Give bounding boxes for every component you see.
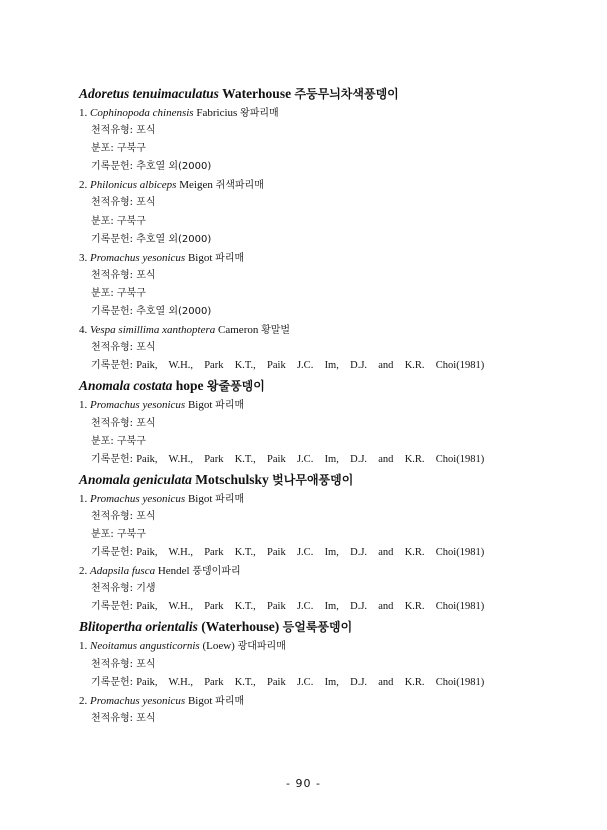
enemy-entry — [79, 105, 539, 123]
detail-value: 포식 — [136, 197, 156, 209]
species-korean-name: 벚나무애풍뎅이 — [272, 472, 354, 487]
detail-value: 포식 — [136, 342, 156, 354]
enemy-detail-line — [79, 711, 539, 729]
detail-key: 기록문헌 — [91, 601, 130, 613]
enemy-entry — [79, 638, 539, 656]
detail-value: 포식 — [136, 712, 156, 724]
enemy-detail-line — [79, 527, 539, 545]
detail-separator: : — [129, 417, 137, 429]
detail-separator: : — [129, 658, 137, 670]
detail-separator: : — [129, 360, 137, 372]
detail-value: 포식 — [136, 125, 156, 137]
detail-key: 기록문헌 — [91, 360, 130, 372]
species-scientific-name: Anomala costata — [79, 378, 173, 394]
detail-key: 기록문헌 — [91, 547, 130, 559]
detail-value: 포식 — [136, 658, 156, 670]
species-author: Waterhouse — [222, 86, 292, 101]
species-author: (Waterhouse) — [201, 619, 280, 635]
enemy-detail-line — [79, 232, 539, 250]
detail-key: 천적유형 — [91, 583, 130, 595]
detail-separator: : — [129, 547, 137, 559]
enemy-author: Bigot — [187, 399, 213, 412]
enemy-entry — [79, 397, 539, 415]
enemy-author: Fabricius — [196, 107, 238, 119]
detail-value: 구북구 — [116, 215, 146, 227]
enemy-number: 1. — [79, 107, 88, 119]
enemy-number: 2. — [79, 179, 88, 192]
detail-value: 구북구 — [116, 435, 146, 447]
enemy-detail-line — [79, 123, 539, 141]
detail-separator: : — [110, 528, 117, 540]
detail-key: 분포 — [91, 528, 111, 540]
page-number: - 90 - — [286, 777, 321, 790]
detail-key: 기록문헌 — [91, 676, 130, 688]
enemy-entry — [79, 250, 539, 268]
detail-separator: : — [129, 306, 137, 318]
detail-key: 분포 — [91, 215, 111, 227]
detail-key: 기록문헌 — [91, 161, 130, 173]
enemy-korean-name: 파리매 — [215, 695, 245, 707]
enemy-number: 3. — [79, 251, 88, 264]
detail-value: 포식 — [136, 510, 156, 522]
enemy-number: 1. — [79, 399, 88, 412]
species-heading — [79, 377, 539, 397]
enemy-scientific-name: Cophinopoda chinensis — [90, 107, 194, 119]
enemy-number: 1. — [79, 492, 88, 505]
enemy-number: 2. — [79, 565, 88, 578]
detail-separator: : — [110, 215, 117, 227]
enemy-author: (Loew) — [202, 640, 235, 653]
enemy-entry — [79, 563, 539, 581]
enemy-entry — [79, 322, 539, 340]
detail-key: 분포 — [91, 143, 111, 155]
enemy-korean-name: 왕파리매 — [240, 108, 279, 119]
detail-separator: : — [129, 583, 137, 595]
enemy-scientific-name: Promachus yesonicus — [90, 694, 186, 707]
document-body — [79, 84, 539, 729]
enemy-detail-line — [79, 304, 539, 322]
enemy-scientific-name: Adapsila fusca — [90, 565, 156, 578]
detail-key: 기록문헌 — [91, 233, 130, 245]
detail-value: 추호열 외(2000) — [136, 306, 212, 318]
detail-value: Paik, W.H., Park K.T., Paik J.C. Im, D.J. and K.R. Choi(1981) — [136, 453, 485, 465]
species-heading — [79, 85, 539, 105]
detail-key: 기록문헌 — [91, 453, 130, 465]
enemy-number: 4. — [79, 324, 88, 337]
enemy-scientific-name: Promachus yesonicus — [90, 492, 186, 505]
enemy-detail-line — [79, 214, 539, 232]
detail-separator: : — [129, 125, 137, 137]
enemy-korean-name: 파리매 — [215, 493, 245, 505]
enemy-korean-name: 광대파리매 — [237, 641, 286, 653]
species-korean-name: 주둥무늬차색풍뎅이 — [294, 87, 399, 101]
detail-value: 추호열 외(2000) — [136, 233, 212, 245]
enemy-author: Hendel — [157, 565, 190, 578]
detail-separator: : — [129, 453, 137, 465]
detail-value: 구북구 — [116, 528, 146, 540]
enemy-scientific-name: Promachus yesonicus — [90, 399, 186, 412]
enemy-korean-name: 파리매 — [215, 252, 245, 264]
species-scientific-name: Blitopertha orientalis — [79, 619, 198, 635]
detail-value: 기생 — [136, 583, 156, 595]
enemy-author: Cameron — [218, 324, 259, 337]
species-author: hope — [175, 378, 204, 394]
enemy-detail-line — [79, 599, 539, 617]
enemy-detail-line — [79, 416, 539, 434]
detail-separator: : — [129, 712, 137, 724]
enemy-detail-line — [79, 434, 539, 452]
species-heading — [79, 471, 539, 491]
enemy-detail-line — [79, 159, 539, 177]
enemy-author: Bigot — [187, 694, 213, 707]
enemy-entry — [79, 693, 539, 711]
detail-key: 천적유형 — [91, 712, 130, 724]
detail-value: 구북구 — [116, 287, 146, 299]
species-heading — [79, 618, 539, 638]
detail-key: 천적유형 — [91, 417, 130, 429]
enemy-detail-line — [79, 657, 539, 675]
species-scientific-name: Anomala geniculata — [79, 471, 192, 487]
detail-key: 천적유형 — [91, 510, 130, 522]
enemy-detail-line — [79, 195, 539, 213]
enemy-entry — [79, 491, 539, 509]
detail-separator: : — [129, 161, 137, 173]
species-korean-name: 왕줄풍뎅이 — [206, 379, 265, 394]
enemy-author: Bigot — [187, 251, 213, 264]
detail-key: 천적유형 — [91, 269, 130, 281]
detail-key: 천적유형 — [91, 658, 130, 670]
enemy-detail-line — [79, 581, 539, 599]
detail-separator: : — [129, 510, 137, 522]
detail-separator: : — [110, 287, 117, 299]
detail-separator: : — [110, 435, 117, 447]
detail-key: 천적유형 — [91, 197, 130, 209]
detail-value: 추호열 외(2000) — [136, 161, 212, 173]
species-scientific-name: Adoretus tenuimaculatus — [79, 86, 219, 101]
detail-key: 분포 — [91, 287, 111, 299]
detail-separator: : — [129, 601, 137, 613]
species-korean-name: 등얼룩풍뎅이 — [282, 620, 353, 635]
detail-key: 분포 — [91, 435, 111, 447]
detail-value: Paik, W.H., Park K.T., Paik J.C. Im, D.J. and K.R. Choi(1981) — [136, 601, 485, 613]
detail-value: 구북구 — [116, 143, 146, 155]
detail-value: Paik, W.H., Park K.T., Paik J.C. Im, D.J. and K.R. Choi(1981) — [136, 360, 485, 372]
enemy-korean-name: 풍뎅이파리 — [192, 566, 241, 578]
enemy-detail-line — [79, 340, 539, 358]
enemy-detail-line — [79, 286, 539, 304]
detail-value: Paik, W.H., Park K.T., Paik J.C. Im, D.J. and K.R. Choi(1981) — [136, 547, 485, 559]
enemy-detail-line — [79, 358, 539, 376]
detail-separator: : — [129, 197, 137, 209]
enemy-scientific-name: Vespa simillima xanthoptera — [90, 324, 216, 337]
detail-key: 기록문헌 — [91, 306, 130, 318]
detail-separator: : — [129, 233, 137, 245]
species-author: Motschulsky — [195, 471, 269, 487]
enemy-korean-name: 황말벌 — [261, 325, 291, 337]
enemy-author: Bigot — [187, 492, 213, 505]
detail-separator: : — [129, 676, 137, 688]
enemy-detail-line — [79, 675, 539, 693]
enemy-number: 2. — [79, 694, 88, 707]
enemy-detail-line — [79, 268, 539, 286]
enemy-detail-line — [79, 452, 539, 470]
enemy-author: Meigen — [179, 179, 213, 192]
enemy-detail-line — [79, 545, 539, 563]
enemy-korean-name: 파리매 — [215, 400, 245, 412]
enemy-korean-name: 쥐색파리매 — [215, 180, 264, 192]
enemy-detail-line — [79, 509, 539, 527]
detail-value: 포식 — [136, 417, 156, 429]
detail-separator: : — [110, 143, 117, 155]
detail-separator: : — [129, 269, 137, 281]
detail-value: Paik, W.H., Park K.T., Paik J.C. Im, D.J. and K.R. Choi(1981) — [136, 676, 485, 688]
detail-separator: : — [129, 342, 137, 354]
detail-key: 천적유형 — [91, 342, 130, 354]
enemy-number: 1. — [79, 640, 88, 653]
enemy-detail-line — [79, 141, 539, 159]
enemy-scientific-name: Neoitamus angusticornis — [90, 640, 200, 653]
enemy-scientific-name: Philonicus albiceps — [90, 179, 177, 192]
detail-key: 천적유형 — [91, 125, 130, 137]
enemy-entry — [79, 177, 539, 195]
enemy-scientific-name: Promachus yesonicus — [90, 251, 186, 264]
detail-value: 포식 — [136, 269, 156, 281]
